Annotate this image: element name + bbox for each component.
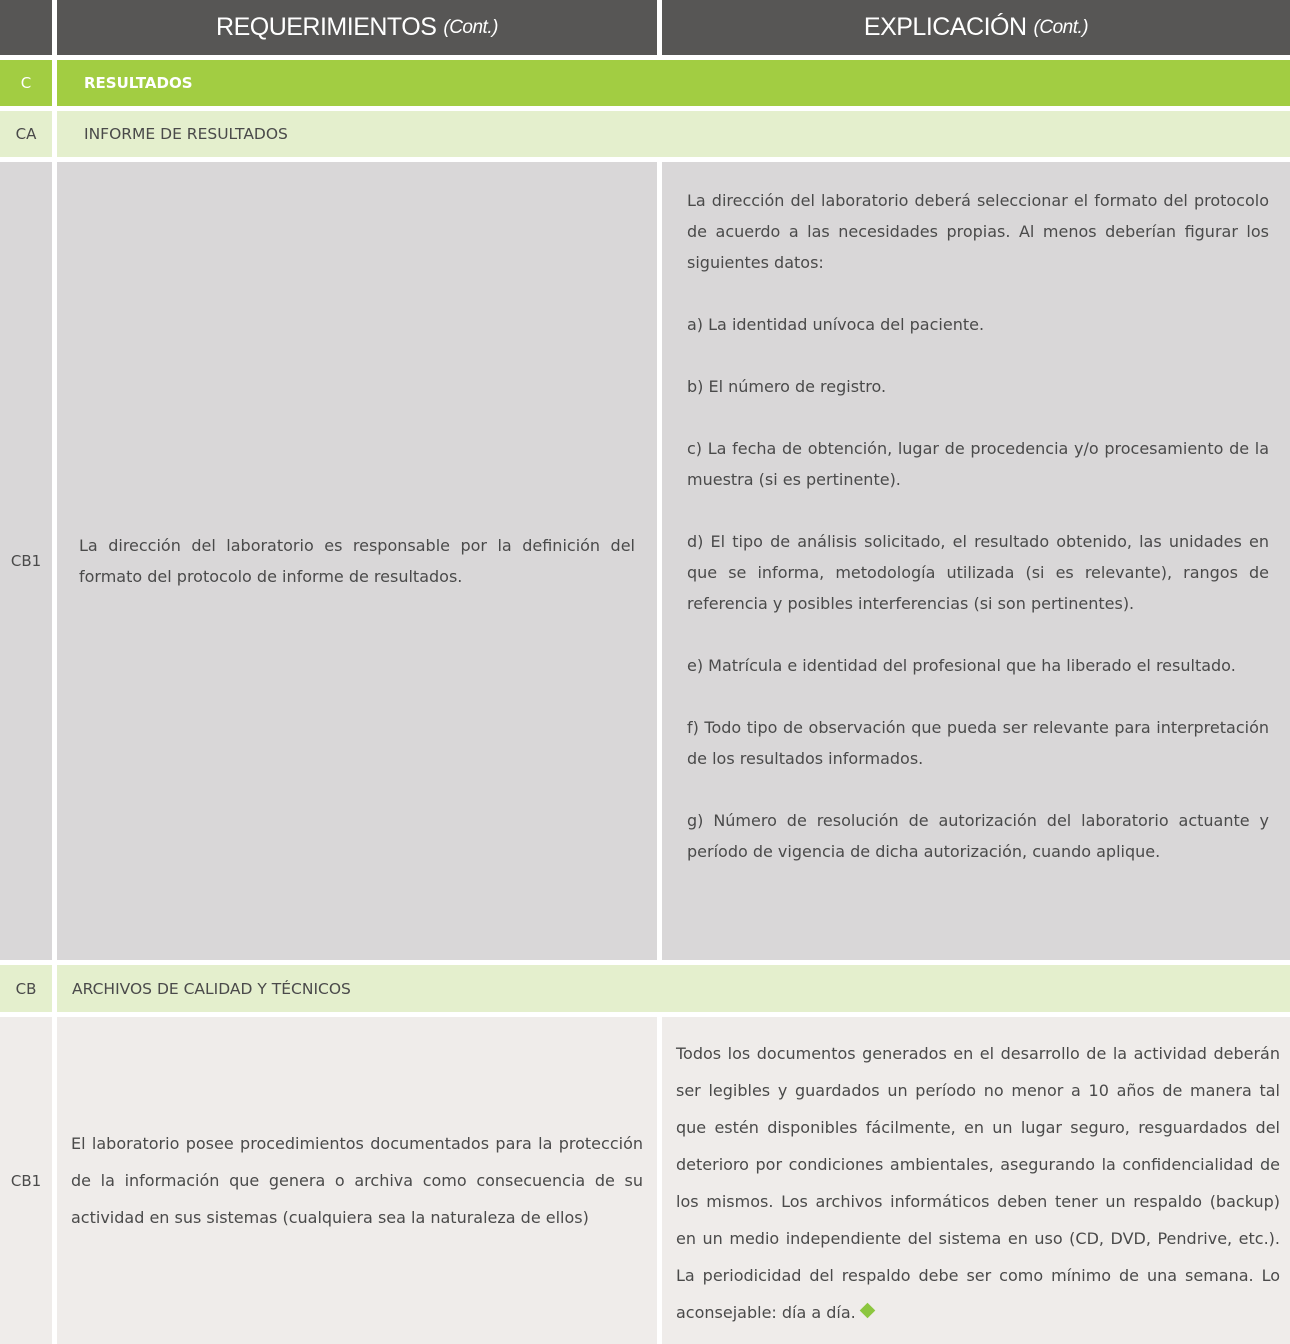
explanation-item-b: b) El número de registro.	[687, 377, 887, 396]
explanation-intro: La dirección del laboratorio deberá seleccionar el formato del protocolo de acuerdo a las necesidades propias. Al menos deberían figurar los siguientes datos:	[687, 191, 1269, 272]
header-requirements	[57, 0, 657, 55]
explanation-text: Todos los documentos generados en el desarrollo de la actividad deberán ser legibles y guardados un período no menor a 10 años de manera tal que estén disponibles fácilmente, en un lugar seguro, resguardados del deterioro por condiciones ambientales, asegurando la confidencialidad de los mismos. Los archivos informáticos deben tener un respaldo (backup) en un medio independiente del sistema en uso (CD, DVD, Pendrive, etc.). La periodicidad del respaldo debe ser como mínimo de una semana. Lo aconsejable: día a día.	[676, 1044, 1280, 1322]
header-requirements-label: REQUERIMIENTOS	[216, 13, 437, 41]
header-explanation	[662, 0, 1290, 55]
header-code-cell	[0, 0, 52, 55]
explanation-item-c: c) La fecha de obtención, lugar de procedencia y/o procesamiento de la muestra (si es pertinente).	[687, 439, 1269, 489]
explanation-cell	[662, 162, 1290, 960]
subsection-title: INFORME DE RESULTADOS	[57, 111, 1290, 157]
section-code: C	[0, 60, 52, 106]
subsection-code: CA	[0, 111, 52, 157]
row-code: CB1	[0, 162, 52, 960]
subsection-title: ARCHIVOS DE CALIDAD Y TÉCNICOS	[57, 965, 1290, 1012]
requirement-cell	[57, 1017, 657, 1344]
explanation-cell	[662, 1017, 1290, 1344]
requirement-cell	[57, 162, 657, 960]
explanation-paragraph	[676, 1035, 1280, 1331]
explanation-item-d: d) El tipo de análisis solicitado, el resultado obtenido, las unidades en que se informa, metodología utilizada (si es relevante), rangos de referencia y posibles interferencias (si son pertinentes).	[687, 532, 1269, 613]
header-requirements-suffix: (Cont.)	[443, 16, 498, 38]
header-explanation-suffix: (Cont.)	[1033, 16, 1089, 38]
explanation-item-f: f) Todo tipo de observación que pueda ser relevante para interpretación de los resultados informados.	[687, 718, 1269, 768]
header-explanation-label: EXPLICACIÓN	[863, 13, 1027, 41]
section-title: RESULTADOS	[57, 60, 1290, 106]
requirement-text: El laboratorio posee procedimientos documentados para la protección de la información que genera o archiva como consecuencia de su actividad en sus sistemas (cualquiera sea la naturaleza de ellos)	[71, 1134, 643, 1227]
requirement-text: La dirección del laboratorio es responsable por la definición del formato del protocolo de informe de resultados.	[79, 536, 635, 586]
explanation-text	[687, 185, 1269, 867]
row-code: CB1	[0, 1017, 52, 1344]
green-diamond-icon	[859, 1303, 875, 1319]
explanation-item-a: a) La identidad unívoca del paciente.	[687, 315, 985, 334]
explanation-item-g: g) Número de resolución de autorización del laboratorio actuante y período de vigencia de dicha autorización, cuando aplique.	[687, 811, 1269, 861]
explanation-item-e: e) Matrícula e identidad del profesional que ha liberado el resultado.	[687, 656, 1236, 675]
subsection-code: CB	[0, 965, 52, 1012]
